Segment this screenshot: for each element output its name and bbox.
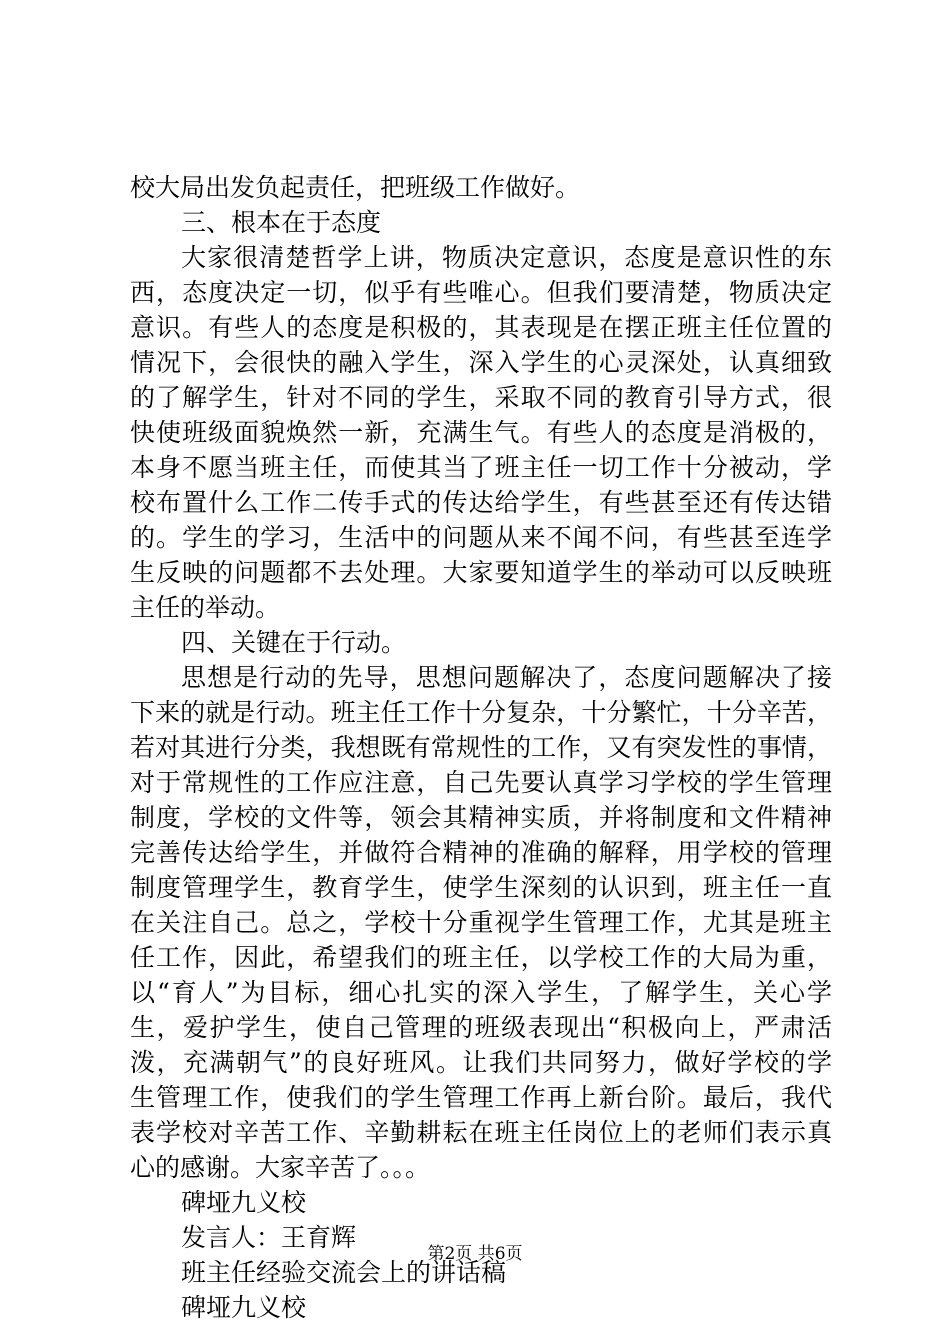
text-line: 西，态度决定一切，似乎有些唯心。但我们要清楚，物质决定 — [130, 278, 832, 307]
text-line: 校布置什么工作二传手式的传达给学生，有些甚至还有传达错 — [130, 488, 832, 517]
text-line: 的。学生的学习，生活中的问题从来不闻不问，有些甚至连学 — [130, 523, 832, 552]
text-line: 若对其进行分类，我想既有常规性的工作，又有突发性的事情， — [130, 733, 832, 762]
text-line: 发言人：王育辉 — [181, 1223, 357, 1252]
text-line: 快使班级面貌焕然一新，充满生气。有些人的态度是消极的， — [130, 418, 832, 447]
page-footer: 第2页 共6页 — [427, 1244, 523, 1264]
text-line: 下来的就是行动。班主任工作十分复杂，十分繁忙，十分辛苦， — [130, 698, 832, 727]
text-line: 碑垭九义校 — [181, 1188, 307, 1217]
text-line: 泼，充满朝气”的良好班风。让我们共同努力，做好学校的学 — [130, 1048, 832, 1077]
text-line: 主任的举动。 — [130, 593, 281, 622]
text-line: 生管理工作，使我们的学生管理工作再上新台阶。最后，我代 — [130, 1083, 832, 1112]
text-line: 思想是行动的先导，思想问题解决了，态度问题解决了接 — [181, 663, 832, 692]
text-line: 制度，学校的文件等，领会其精神实质，并将制度和文件精神 — [130, 803, 832, 832]
text-line: 心的感谢。大家辛苦了。。。 — [130, 1153, 431, 1182]
text-line: 意识。有些人的态度是积极的，其表现是在摆正班主任位置的 — [130, 313, 832, 342]
text-line: 校大局出发负起责任，把班级工作做好。 — [130, 173, 581, 202]
text-line: 制度管理学生，教育学生，使学生深刻的认识到，班主任一直 — [130, 873, 832, 902]
text-line: 生反映的问题都不去处理。大家要知道学生的举动可以反映班 — [130, 558, 832, 587]
text-line: 生，爱护学生，使自己管理的班级表现出“积极向上，严肃活 — [130, 1013, 832, 1042]
text-line: 完善传达给学生，并做符合精神的准确的解释，用学校的管理 — [130, 838, 832, 867]
text-line: 对于常规性的工作应注意，自己先要认真学习学校的学生管理 — [130, 768, 832, 797]
text-line: 三、根本在于态度 — [181, 208, 382, 237]
text-line: 的了解学生，针对不同的学生，采取不同的教育引导方式，很 — [130, 383, 832, 412]
document-body — [130, 170, 832, 1325]
text-line: 班主任经验交流会上的讲话稿 — [181, 1258, 507, 1287]
text-line: 任工作，因此，希望我们的班主任，以学校工作的大局为重， — [130, 943, 832, 972]
text-line: 在关注自己。总之，学校十分重视学生管理工作，尤其是班主 — [130, 908, 832, 937]
text-line: 情况下，会很快的融入学生，深入学生的心灵深处，认真细致 — [130, 348, 832, 377]
text-line: 碑垭九义校 — [181, 1293, 307, 1322]
text-line: 大家很清楚哲学上讲，物质决定意识，态度是意识性的东 — [181, 243, 832, 272]
text-line: 四、关键在于行动。 — [181, 628, 407, 657]
text-line: 以“育人”为目标，细心扎实的深入学生，了解学生，关心学 — [130, 978, 832, 1007]
text-line: 表学校对辛苦工作、辛勤耕耘在班主任岗位上的老师们表示真 — [130, 1118, 832, 1147]
text-line: 本身不愿当班主任，而使其当了班主任一切工作十分被动，学 — [130, 453, 832, 482]
